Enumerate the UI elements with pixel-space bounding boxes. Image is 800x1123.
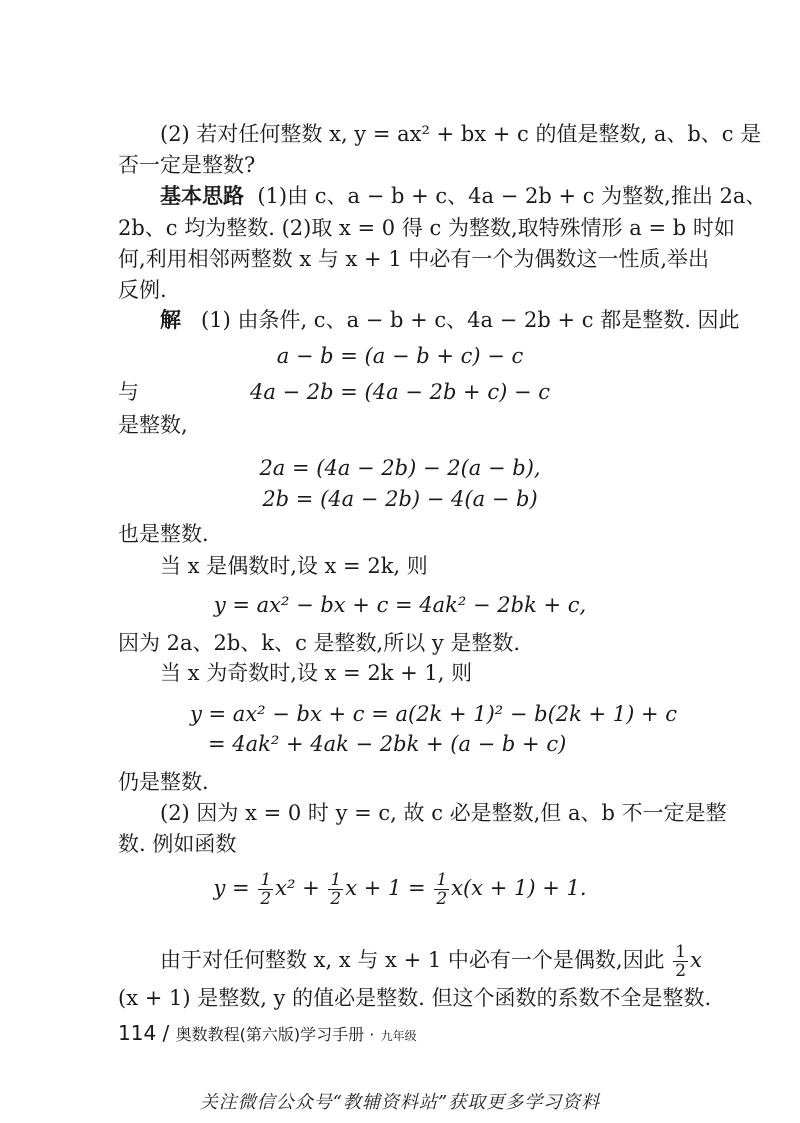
text-span: 由于对任何整数 x, x 与 x + 1 中必有一个是偶数,因此: [160, 948, 665, 972]
fraction-denominator: 2: [260, 889, 272, 909]
page-footer: [118, 1019, 417, 1050]
fraction-numerator: 1: [436, 870, 448, 890]
basic-idea-paragraph: [160, 181, 767, 211]
fraction-denominator: 2: [675, 961, 687, 981]
equation-part: x + 1 =: [345, 876, 426, 900]
equation-part: x(x + 1) + 1.: [451, 876, 587, 900]
equation: a − b = (a − b + c) − c: [276, 344, 524, 368]
equation: = 4ak² + 4ak − 2bk + (a − b + c): [208, 732, 567, 756]
book-title: 奥数教程(第六版)学习手册 ·: [175, 1025, 375, 1044]
text-line: 何,利用相邻两整数 x 与 x + 1 中必有一个为偶数这一性质,举出: [118, 247, 710, 271]
solution-paragraph: [160, 305, 740, 335]
grade-label: 九年级: [380, 1029, 417, 1043]
text-line: 因为 2a、2b、k、c 是整数,所以 y 是整数.: [118, 631, 521, 655]
fraction-numerator: 1: [260, 870, 272, 890]
text-line: 2b、c 均为整数. (2)取 x = 0 得 c 为整数,取特殊情形 a = b 时如: [118, 216, 735, 240]
text-line: 否一定是整数?: [118, 153, 256, 177]
fraction-numerator: 1: [330, 870, 342, 890]
text-line: (2) 若对任何整数 x, y = ax² + bx + c 的值是整数, a、b、c 是: [160, 122, 762, 146]
equation: 4a − 2b = (4a − 2b + c) − c: [249, 380, 550, 404]
equation-part: x² +: [275, 876, 320, 900]
equation: y = ax² − bx + c = 4ak² − 2bk + c,: [213, 593, 587, 617]
text-line: 也是整数.: [118, 522, 209, 546]
fraction-denominator: 2: [330, 889, 342, 909]
text-line: 当 x 是偶数时,设 x = 2k, 则: [160, 554, 428, 578]
text-word: 与: [118, 380, 139, 404]
solution-label: 解: [160, 307, 181, 332]
fraction-one-half: [328, 871, 343, 908]
equation-part: y =: [213, 876, 250, 900]
equation: 2b = (4a − 2b) − 4(a − b): [262, 487, 538, 511]
fraction-one-half: [434, 871, 449, 908]
fraction-denominator: 2: [436, 889, 448, 909]
text-span: (1) 由条件, c、a − b + c、4a − 2b + c 都是整数. 因此: [201, 308, 740, 332]
equation: y = ax² − bx + c = a(2k + 1)² − b(2k + 1) + c: [190, 702, 678, 726]
equation-fraction: [0, 868, 800, 908]
text-line: 当 x 为奇数时,设 x = 2k + 1, 则: [160, 661, 473, 685]
text-span: x: [690, 948, 702, 972]
page-number: 114 /: [118, 1021, 170, 1045]
text-line: 数. 例如函数: [118, 832, 237, 856]
text-span: (1)由 c、a − b + c、4a − 2b + c 为整数,推出 2a、: [257, 184, 767, 208]
fraction-one-half: [258, 871, 273, 908]
basic-idea-label: 基本思路: [160, 183, 244, 208]
text-line-with-fraction: [160, 940, 730, 980]
text-line: (2) 因为 x = 0 时 y = c, 故 c 必是整数,但 a、b 不一定是整: [160, 801, 727, 825]
text-line: 仍是整数.: [118, 770, 209, 794]
watermark: 关注微信公众号“教辅资料站”获取更多学习资料: [199, 1092, 601, 1113]
fraction-one-half: [673, 943, 688, 980]
equation: 2a = (4a − 2b) − 2(a − b),: [259, 456, 541, 480]
text-line: 是整数,: [118, 413, 188, 437]
fraction-numerator: 1: [675, 942, 687, 962]
text-line: 反例.: [118, 278, 167, 302]
text-line: (x + 1) 是整数, y 的值必是整数. 但这个函数的系数不全是整数.: [118, 986, 712, 1010]
